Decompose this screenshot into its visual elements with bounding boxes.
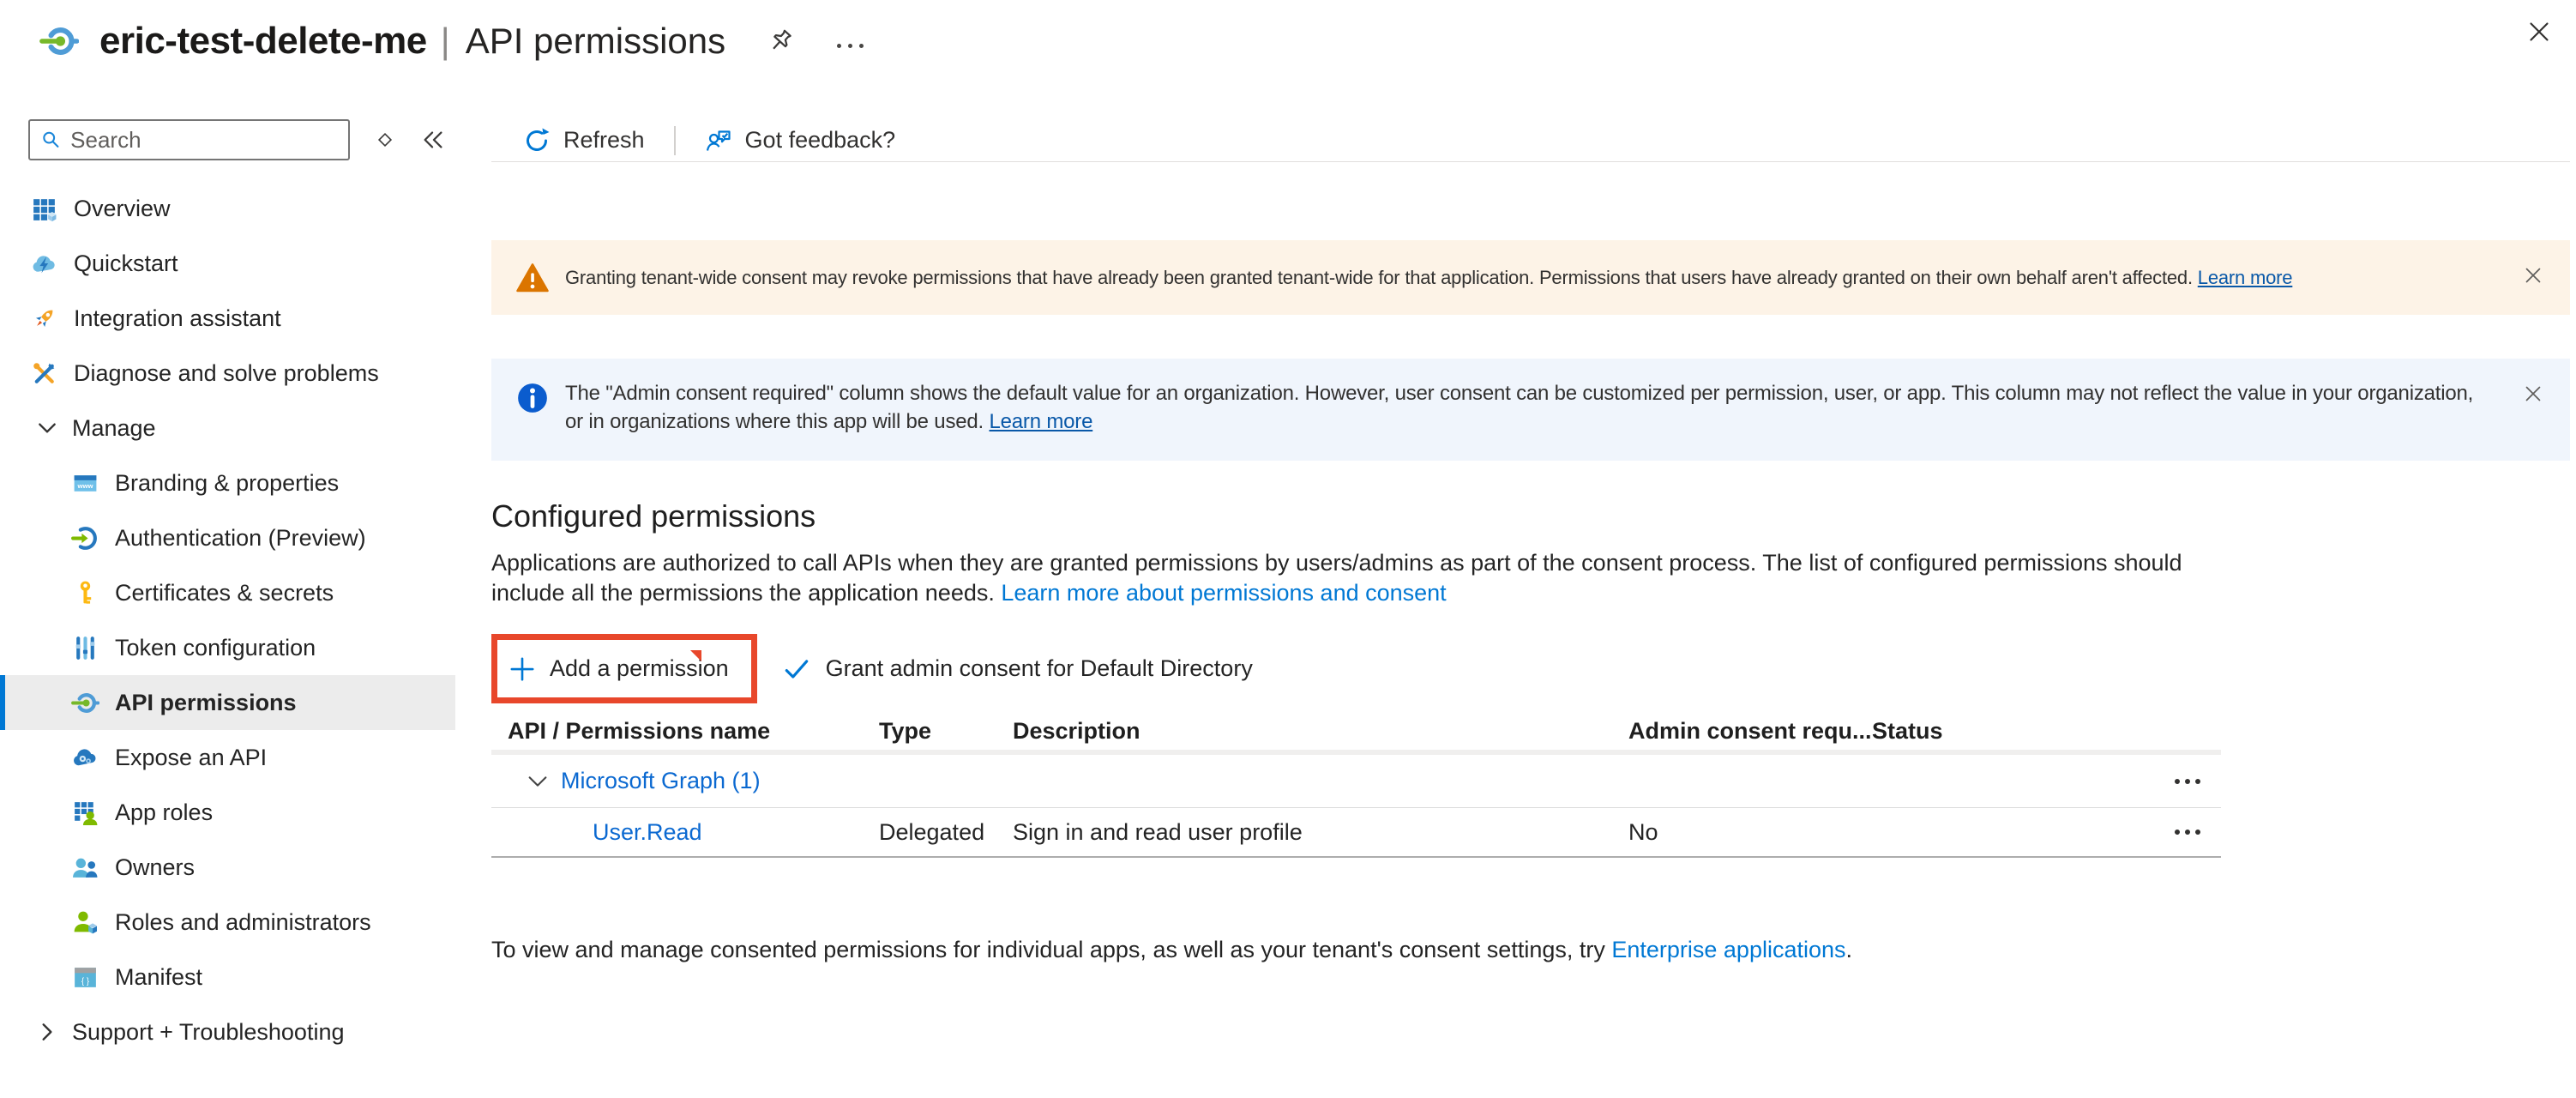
sidebar-item-label: Integration assistant xyxy=(74,305,281,331)
col-header-type[interactable]: Type xyxy=(879,717,932,744)
people-icon xyxy=(71,854,99,882)
col-header-name[interactable]: API / Permissions name xyxy=(508,717,771,744)
sidebar-item-label: Roles and administrators xyxy=(115,908,371,935)
sidebar-item-authentication[interactable] xyxy=(0,510,455,565)
page-title: API permissions xyxy=(465,21,726,61)
sidebar-nav xyxy=(0,181,455,1059)
warning-close-icon[interactable] xyxy=(2520,262,2546,288)
grant-admin-consent-button[interactable] xyxy=(782,655,1253,684)
sidebar-item-label: Overview xyxy=(74,195,171,221)
sidebar-item-label: Manifest xyxy=(115,963,203,990)
permissions-actions-row xyxy=(491,634,2570,703)
quickstart-icon xyxy=(30,250,58,278)
expand-chevron-icon[interactable] xyxy=(526,769,550,793)
cloud-gears-icon xyxy=(71,744,99,772)
info-close-icon[interactable] xyxy=(2520,379,2546,407)
sidebar-item-label: Quickstart xyxy=(74,250,178,276)
sidebar-item-overview[interactable] xyxy=(0,181,455,236)
info-icon xyxy=(515,381,550,415)
table-header-row xyxy=(491,712,2221,750)
user-read-link[interactable]: User.Read xyxy=(593,818,702,845)
info-text: The "Admin consent required" column shows the default value for an organization. However, user consent can be customized per permission, user, or app. This column may not reflect the value in your organization, or in organizations where this app will be used. Learn more xyxy=(565,382,2474,433)
svg-text:www: www xyxy=(77,481,93,490)
blade-header xyxy=(0,0,2576,82)
sign-in-icon xyxy=(71,524,99,552)
api-permissions-icon xyxy=(71,689,99,717)
pin-icon[interactable] xyxy=(765,26,796,57)
warning-icon xyxy=(515,261,550,295)
sidebar-item-label: API permissions xyxy=(115,689,297,715)
sliders-icon xyxy=(71,634,99,662)
col-header-status[interactable]: Status xyxy=(1872,717,1943,744)
row-more-icon[interactable] xyxy=(2175,830,2221,835)
sidebar-item-label: Diagnose and solve problems xyxy=(74,359,379,386)
col-header-description[interactable]: Description xyxy=(1013,717,1141,744)
sidebar-item-token-configuration[interactable] xyxy=(0,620,455,675)
feedback-button[interactable] xyxy=(705,127,896,154)
title-divider: | xyxy=(440,21,450,61)
warning-banner xyxy=(491,240,2570,315)
overview-icon xyxy=(30,195,58,223)
enterprise-applications-note: To view and manage consented permissions for individual apps, as well as your tenant's consent settings, try Enterprise applications. xyxy=(491,937,1853,962)
more-commands-icon[interactable] xyxy=(837,35,864,48)
feedback-label: Got feedback? xyxy=(744,127,896,153)
sidebar-group-support[interactable] xyxy=(0,1004,455,1059)
sidebar-item-expose-api[interactable] xyxy=(0,730,455,785)
sidebar-item-label: Owners xyxy=(115,854,196,880)
search-icon xyxy=(40,128,62,152)
highlight-annotation-box xyxy=(491,634,757,703)
sidebar-item-roles-administrators[interactable] xyxy=(0,895,455,950)
table-row-user-read xyxy=(491,808,2221,858)
row-more-icon[interactable] xyxy=(2175,779,2221,784)
refresh-label: Refresh xyxy=(563,127,645,153)
key-icon xyxy=(71,579,99,607)
sidebar-group-manage[interactable] xyxy=(0,401,455,455)
browser-window-icon xyxy=(71,469,99,498)
chevron-right-icon xyxy=(36,1021,58,1043)
close-blade-icon[interactable] xyxy=(2523,15,2555,48)
sidebar-item-diagnose[interactable] xyxy=(0,346,455,401)
sidebar-item-app-roles[interactable] xyxy=(0,785,455,840)
rocket-icon xyxy=(30,305,58,333)
refresh-button[interactable] xyxy=(523,127,645,154)
sidebar-item-label: Branding & properties xyxy=(115,469,340,496)
person-cube-icon xyxy=(71,908,99,937)
main-content xyxy=(491,82,2576,1098)
sidebar-item-manifest[interactable] xyxy=(0,950,455,1004)
sidebar-item-integration-assistant[interactable] xyxy=(0,291,455,346)
resize-handle-icon[interactable] xyxy=(374,129,396,151)
command-bar xyxy=(491,119,2570,162)
permissions-table xyxy=(491,712,2221,858)
sidebar-item-label: App roles xyxy=(115,799,214,825)
click-annotation-arrow xyxy=(690,650,701,661)
svg-text:{ }: { } xyxy=(81,976,90,986)
search-input[interactable] xyxy=(70,127,338,154)
code-window-icon xyxy=(71,963,99,992)
sidebar-item-label: Certificates & secrets xyxy=(115,579,334,606)
microsoft-graph-link[interactable]: Microsoft Graph (1) xyxy=(561,768,761,793)
admin-consent-required: No xyxy=(1628,818,1658,845)
sidebar-item-label: Authentication (Preview) xyxy=(115,524,366,551)
grid-person-icon xyxy=(71,799,99,827)
toolbar-divider xyxy=(674,126,676,155)
collapse-menu-icon[interactable] xyxy=(420,127,446,153)
sidebar-item-api-permissions[interactable] xyxy=(0,675,455,730)
configured-permissions-description: Applications are authorized to call APIs when they are granted permissions by users/admins as part of the consent process. The list of configured permissions should include all the permissions the application needs. Learn more about permissions and consent xyxy=(491,550,2182,606)
sidebar-group-label: Support + Troubleshooting xyxy=(72,1018,345,1045)
sidebar-item-label: Token configuration xyxy=(115,634,316,661)
refresh-icon xyxy=(523,127,551,154)
warning-learn-more-link[interactable]: Learn more xyxy=(2197,266,2293,288)
sidebar-item-quickstart[interactable] xyxy=(0,236,455,291)
api-permissions-app-icon xyxy=(39,21,79,61)
chevron-down-icon xyxy=(36,417,58,439)
sidebar-item-certificates[interactable] xyxy=(0,565,455,620)
sidebar-item-label: Expose an API xyxy=(115,744,268,770)
app-name: eric-test-delete-me xyxy=(99,20,427,62)
permission-type: Delegated xyxy=(879,818,985,845)
tools-icon xyxy=(30,359,58,388)
grant-admin-consent-label: Grant admin consent for Default Directory xyxy=(825,655,1253,681)
configured-permissions-title: Configured permissions xyxy=(491,498,816,534)
plus-icon xyxy=(509,656,535,682)
col-header-admin-consent[interactable]: Admin consent requ... xyxy=(1628,717,1872,744)
search-box[interactable] xyxy=(28,119,350,160)
sidebar-group-label: Manage xyxy=(72,414,156,441)
permission-description: Sign in and read user profile xyxy=(1013,818,1303,845)
warning-text: Granting tenant-wide consent may revoke permissions that have already been granted tenant-wide for that application. Permissions that users have already granted on their own behalf aren't affected. Learn more xyxy=(565,266,2293,288)
blade-sidebar xyxy=(0,82,491,1098)
permissions-consent-link[interactable]: Learn more about permissions and consent xyxy=(1001,580,1447,606)
info-learn-more-link[interactable]: Learn more xyxy=(989,410,1093,433)
enterprise-applications-link[interactable]: Enterprise applications xyxy=(1611,937,1846,962)
sidebar-item-branding[interactable] xyxy=(0,455,455,510)
info-banner xyxy=(491,359,2570,461)
sidebar-item-owners[interactable] xyxy=(0,840,455,895)
feedback-icon xyxy=(705,127,732,154)
add-permission-label: Add a permission xyxy=(550,655,729,681)
check-icon xyxy=(782,655,811,684)
table-row-microsoft-graph xyxy=(491,755,2221,808)
